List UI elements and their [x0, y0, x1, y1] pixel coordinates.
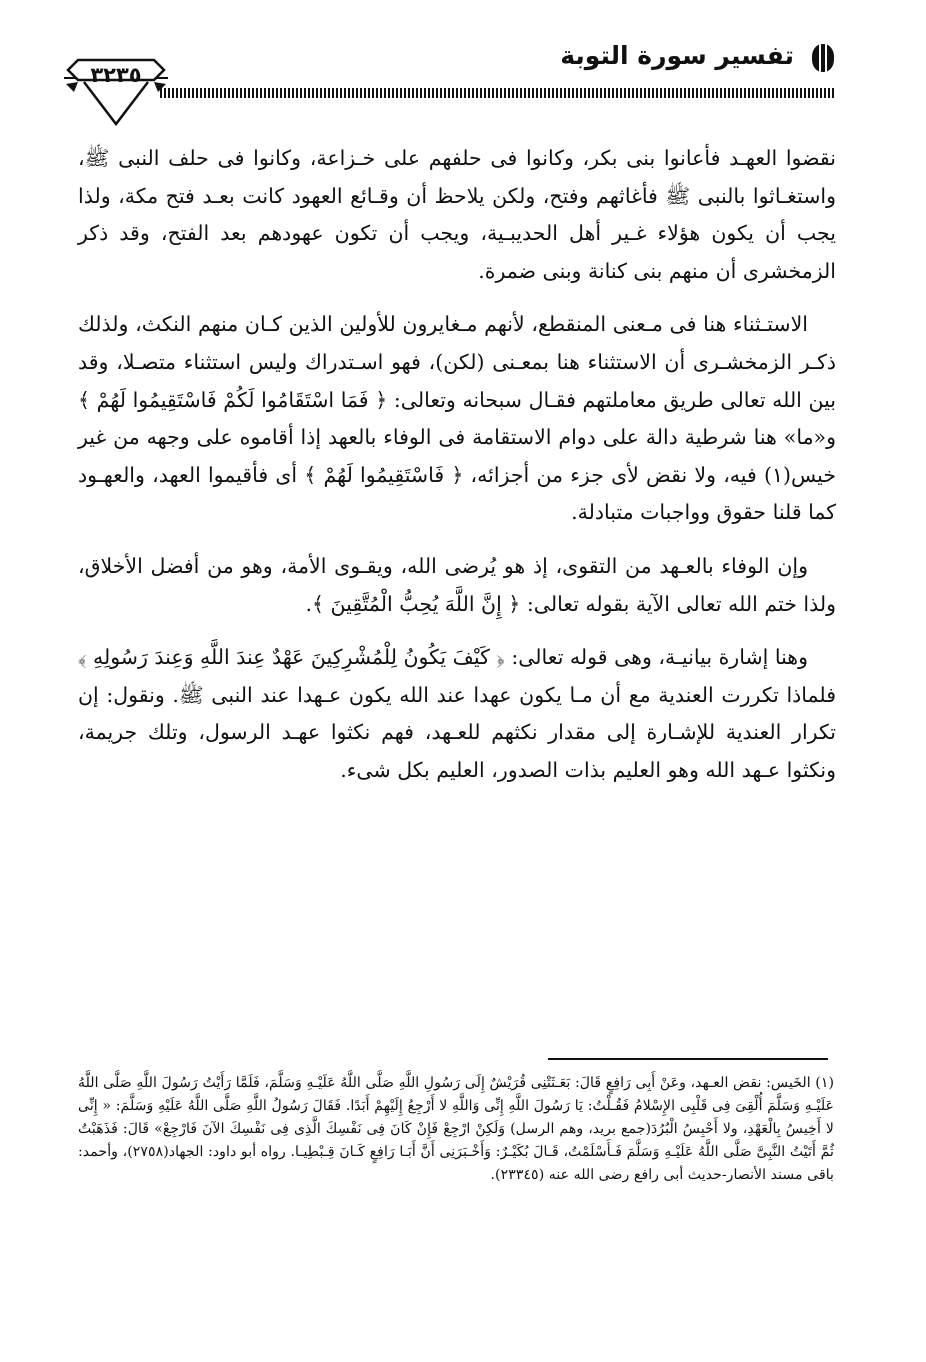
paragraph: وهنا إشارة بيانيـة، وهى قوله تعالى: ﴿ كَيْفَ يَكُونُ لِلْمُشْرِكِينَ عَهْدٌ عِندَ اللَّهِ وَعِندَ رَسُولِهِ ﴾ فلماذا تكررت العندية مع أن مـا يكون عهدا عند الله يكون عـهدا عند النبى ﷺ. ونقول: إن تكرار العندية للإشـارة إلى مقدار نكثهم للعـهد، فهم نكثوا عهـد الرسول، وتلك جريمة، ونكثوا عـهد الله وهو العليم بذات الصدور، العليم بكل شىء.: [78, 645, 836, 782]
paragraph: نقضوا العهـد فأعانوا بنى بكر، وكانوا فى حلفهم على خـزاعة، وكانوا فى حلف النبى ﷺ، واستغـاثوا بالنبى ﷺ فأغاثهم وفتح، ولكن يلاحظ أن وقـائع العهود كانت بعـد فتح مكة، ولذا يجب أن يكون هؤلاء غـير أهل الحديبـية، ويجب أن تكون عهودهم بعد الفتح، وقد ذكر الزمخشرى أن منهم بنى كنانة وبنى ضمرة.: [78, 146, 836, 283]
main-text: [78, 140, 836, 806]
paragraph: وإن الوفاء بالعـهد من التقوى، إذ هو يُرضى الله، ويقـوى الأمة، وهو من أفضل الأخلاق، ولذا ختم الله تعالى الآية بقوله تعالى: ﴿ إِنَّ اللَّهَ يُحِبُّ الْمُتَّقِينَ ﴾.: [78, 553, 836, 616]
header-ornament-icon: [812, 44, 834, 72]
footnote-divider: [548, 1058, 828, 1060]
page-title: تفسير سورة التوبة: [560, 41, 794, 70]
page-number: ٣٢٣٥: [90, 63, 142, 87]
footnote: (١) الخَيس: نقض العـهد، وعَنْ أَبِى رَافِعٍ قَالَ: بَعَـثَتْنِى قُرَيْشٌ إِلَى رَسُولِ اللَّهِ صَلَّى اللَّهُ عَلَيْـهِ وَسَلَّمَ، فَلَمَّا رَأَيْتُ رَسُولَ اللَّهِ صَلَّى اللَّهُ عَلَيْـهِ وَسَلَّمَ أُلْقِىَ فِى قَلْبِى الإِسْلامُ فَقُـلْتُ: يَا رَسُولَ اللَّهِ إِنِّى وَاللَّهِ لا أَرْجِعُ إِلَيْهِمْ أَبَدًا. فَقَالَ رَسُولُ اللَّهِ صَلَّى اللَّهُ عَلَيْهِ وَسَلَّمَ: « إِنِّى لا أَخِيسُ بِالْعَهْدِ، ولا أَحْبِسُ الْبُرُدَ(جمع بريد، وهم الرسل) وَلَكِنْ ارْجِعْ فَإِنْ كَانَ فِى نَفْسِكَ الَّذِى فِى نَفْسِكَ الآنَ فَارْجِعْ» قَالَ: فَذَهَبْتُ ثُمَّ أَتَيْتُ النَّبِىَّ صَلَّى اللَّهُ عَلَيْـهِ وَسَلَّمَ فَـأَسْلَمْتُ، قَـالَ بُكَيْـرٌ: وَأَخْـبَرَنِى أَنَّ أَبَـا رَافِعٍ كَـانَ قِـبْطِيـا. رواه أبو داود: الجهاد(٢٧٥٨)، وأحمد: باقى مسند الأنصار-حديث أبى رافع رضى الله عنه (٢٣٣٤٥).: [78, 1075, 834, 1183]
header-divider: [160, 88, 834, 98]
paragraph: الاستـثناء هنا فى مـعنى المنقطع، لأنهم مـغايرون للأولين الذين كـان منهم النكث، ولذلك ذكـر الزمخشـرى أن الاستثناء هنا بمعـنى (لكن)، فهو اسـتدراك وليس استثناء متصـلا، وقد بين الله تعالى طريق معاملتهم فقـال سبحانه وتعالى: ﴿ فَمَا اسْتَقَامُوا لَكُمْ فَاسْتَقِيمُوا لَهُمْ ﴾ و«ما» هنا شرطية دالة على دوام الاستقامة فى الوفاء بالعهد إذا أقاموه على وجهه من غير خيس(١) فيه، ولا نقض لأى جزء من أجزائه، ﴿ فَاسْتَقِيمُوا لَهُمْ ﴾ أى فأقيموا العهد، والعهـود كما قلنا حقوق وواجبات متبادلة.: [78, 312, 836, 525]
